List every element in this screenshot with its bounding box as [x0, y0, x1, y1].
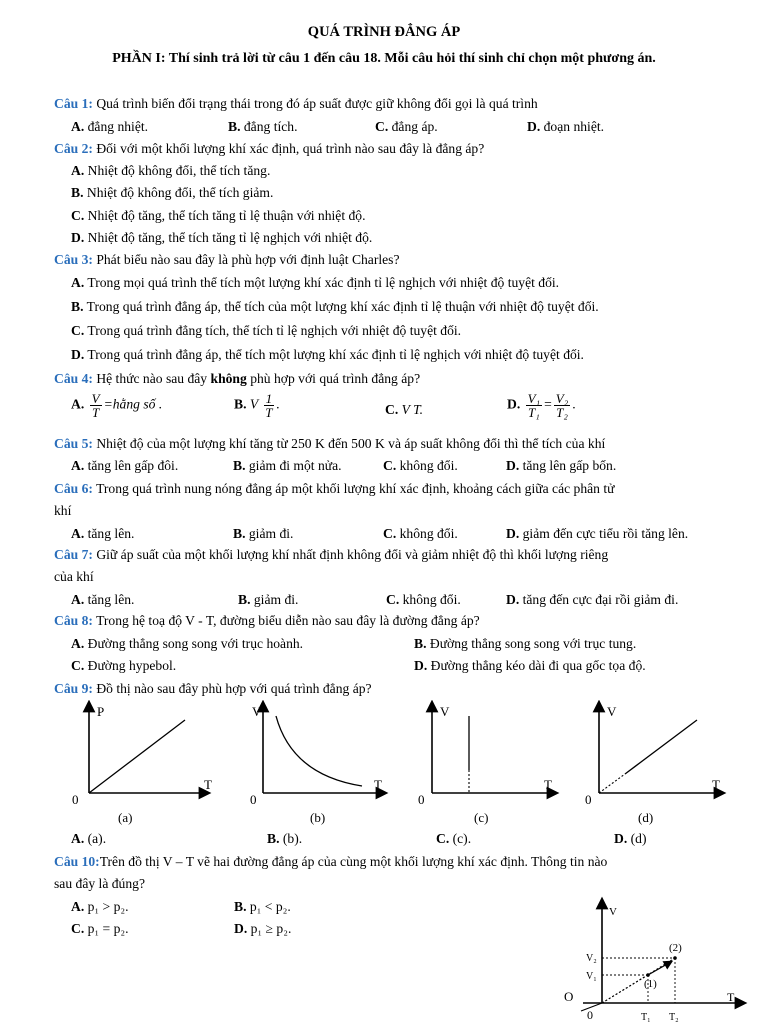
q6-option-d[interactable]: D. giảm đến cực tiểu rồi tăng lên.: [506, 526, 689, 541]
q4-option-c[interactable]: C. V T.: [385, 402, 424, 417]
y-axis-label: V: [609, 906, 617, 918]
q4-option-a[interactable]: A. $\frac{V}{T}$ =hằng số .: [71, 391, 163, 420]
isobar-1: [602, 975, 648, 1003]
question-label: Câu 1:: [54, 96, 93, 111]
q9-graphs: [0, 700, 768, 830]
q1-option-d[interactable]: D. đoạn nhiệt.: [527, 119, 605, 134]
q1-option-a[interactable]: A. đẳng nhiệt.: [71, 119, 149, 134]
graph-caption: (d): [638, 810, 654, 825]
question-2: Câu 2: Đối với một khối lượng khí xác định, quá trình nào sau đây là đẳng áp?: [54, 141, 485, 156]
fraction: $\frac{1}{T}$: [265, 391, 273, 420]
graph-a[interactable]: [72, 704, 212, 825]
t1-label: T₁: [641, 1012, 651, 1023]
page-title: QUÁ TRÌNH ĐẲNG ÁP: [307, 24, 461, 40]
q3-option-a[interactable]: A. Trong mọi quá trình thể tích một lượng khí xác định tỉ lệ nghịch với nhiệt độ tuyệt đối.: [71, 275, 560, 290]
graph-b[interactable]: [250, 704, 382, 825]
q8-option-d[interactable]: D. Đường thẳng kéo dài đi qua gốc tọa độ.: [414, 658, 646, 673]
q2-option-a[interactable]: A. Nhiệt độ không đổi, thể tích tăng.: [71, 163, 271, 178]
y-axis-label: V: [607, 704, 617, 719]
question-4: Câu 4: Hệ thức nào sau đây không phù hợp với quá trình đẳng áp?: [54, 371, 421, 386]
x-axis-label: T: [374, 777, 382, 792]
origin-label: O: [564, 989, 574, 1004]
fraction: $\frac{\text{V₂}}{\text{T₂}}$: [555, 391, 569, 420]
q5-option-a[interactable]: A. tăng lên gấp đôi.: [71, 458, 179, 473]
x-axis-label: T: [727, 990, 735, 1004]
origin-label-zero: 0: [587, 1008, 593, 1022]
question-3: Câu 3: Phát biểu nào sau đây là phù hợp với định luật Charles?: [54, 252, 400, 267]
graph-caption: (c): [474, 810, 489, 825]
q9-option-d[interactable]: D. (d): [614, 831, 647, 846]
q10-option-d[interactable]: D. p₁ ≥ p₂.: [234, 921, 292, 936]
q6-option-b[interactable]: B. giảm đi.: [233, 526, 294, 541]
q7-option-d[interactable]: D. tăng đến cực đại rồi giảm đi.: [506, 592, 679, 607]
q6-option-a[interactable]: A. tăng lên.: [71, 526, 135, 541]
q3-option-c[interactable]: C. Trong quá trình đẳng tích, thể tích tỉ lệ nghịch với nhiệt độ tuyệt đối.: [71, 323, 462, 338]
q4-option-d[interactable]: D. $\frac{\text{V₁}}{\text{T₁}}$ = $\frac{\text{V₂}}{\text{T₂}}$ .: [507, 391, 576, 420]
fraction: $\frac{V}{T}$: [91, 391, 100, 420]
question-10-cont: sau đây là đúng?: [54, 876, 145, 891]
q9-option-b[interactable]: B. (b).: [267, 831, 303, 846]
x-axis-label: T: [204, 777, 212, 792]
x-axis-label: T: [544, 777, 552, 792]
question-6: Câu 6: Trong quá trình nung nóng đẳng áp một khối lượng khí xác định, khoảng cách giữa các phân tử: [54, 481, 615, 496]
origin-label: 0: [250, 792, 257, 807]
q10-option-b[interactable]: B. p₁ < p₂.: [234, 899, 291, 914]
y-axis-label: P: [97, 704, 105, 719]
graph-c[interactable]: [418, 704, 553, 825]
question-9: Câu 9: Đồ thị nào sau đây phù hợp với quá trình đẳng áp?: [54, 681, 372, 696]
q1-option-b[interactable]: B. đẳng tích.: [228, 119, 298, 134]
q10-option-c[interactable]: C. p₁ = p₂.: [71, 921, 129, 936]
y-axis-label: V: [252, 704, 262, 719]
point-2-label: (2): [669, 942, 682, 954]
question-8: Câu 8: Trong hệ toạ độ V - T, đường biểu diễn nào sau đây là đường đẳng áp?: [54, 613, 480, 628]
q5-option-d[interactable]: D. tăng lên gấp bốn.: [506, 458, 617, 473]
q8-option-c[interactable]: C. Đường hypebol.: [71, 658, 177, 673]
q2-option-d[interactable]: D. Nhiệt độ tăng, thể tích tăng tỉ lệ nghịch với nhiệt độ.: [71, 230, 373, 245]
question-1: [54, 96, 538, 112]
graph-caption: (a): [118, 810, 133, 825]
process-arrow: [648, 963, 669, 975]
v2-label: V₂: [586, 953, 597, 964]
q4-option-b[interactable]: B. V $\frac{1}{T}$ .: [234, 391, 280, 420]
q7-option-b[interactable]: B. giảm đi.: [238, 592, 299, 607]
y-axis-label: V: [440, 704, 450, 719]
question-6-cont: khí: [54, 503, 72, 518]
v1-label: V₁: [586, 971, 597, 982]
t2-label: T₂: [669, 1012, 679, 1023]
fraction: $\frac{\text{V₁}}{\text{T₁}}$: [527, 391, 541, 420]
x-axis-label: T: [712, 777, 720, 792]
q3-option-b[interactable]: B. Trong quá trình đẳng áp, thể tích của một lượng khí xác định tỉ lệ thuận với nhiệt độ tuyệt đối.: [71, 299, 599, 314]
question-text: Quá trình biến đổi trạng thái trong đó áp suất được giữ không đổi gọi là quá trình: [96, 96, 538, 111]
q6-option-c[interactable]: C. không đổi.: [383, 526, 458, 541]
question-7: Câu 7: Giữ áp suất của một khối lượng khí nhất định không đổi và giảm nhiệt độ thì khối lượng riêng: [54, 547, 609, 562]
q8-option-b[interactable]: B. Đường thẳng song song với trục tung.: [414, 636, 637, 651]
point-1-label: (1): [644, 978, 657, 990]
q5-option-c[interactable]: C. không đổi.: [383, 458, 458, 473]
graph-d[interactable]: [585, 704, 720, 825]
q2-option-c[interactable]: C. Nhiệt độ tăng, thể tích tăng tỉ lệ thuận với nhiệt độ.: [71, 208, 366, 223]
q10-option-a[interactable]: A. p₁ > p₂.: [71, 899, 129, 914]
origin-label: 0: [418, 792, 425, 807]
graph-caption: (b): [310, 810, 326, 825]
origin-label: 0: [585, 792, 592, 807]
q5-option-b[interactable]: B. giảm đi một nửa.: [233, 458, 342, 473]
q7-option-a[interactable]: A. tăng lên.: [71, 592, 135, 607]
q2-option-b[interactable]: B. Nhiệt độ không đổi, thể tích giảm.: [71, 185, 274, 200]
question-10: Câu 10:Trên đồ thị V – T vẽ hai đường đẳng áp của cùng một khối lượng khí xác định. Thông tin nào: [54, 854, 608, 869]
origin-label: 0: [72, 792, 79, 807]
page-subtitle: PHẦN I: Thí sinh trả lời từ câu 1 đến câu 18. Mỗi câu hỏi thí sinh chỉ chọn một phương án.: [112, 51, 656, 66]
q3-option-d[interactable]: D. Trong quá trình đẳng áp, thể tích một lượng khí xác định tỉ lệ nghịch với nhiệt độ tuyệt đối.: [71, 347, 584, 362]
question-7-cont: của khí: [54, 569, 94, 584]
q8-option-a[interactable]: A. Đường thẳng song song với trục hoành.: [71, 636, 304, 651]
q10-graph: [555, 895, 755, 1024]
question-5: Câu 5: Nhiệt độ của một lượng khí tăng từ 250 K đến 500 K và áp suất không đổi thì thể tích của khí: [54, 436, 606, 451]
q9-option-c[interactable]: C. (c).: [436, 831, 472, 846]
q7-option-c[interactable]: C. không đổi.: [386, 592, 461, 607]
q9-option-a[interactable]: A. (a).: [71, 831, 107, 846]
q1-option-c[interactable]: C. đẳng áp.: [375, 119, 438, 134]
